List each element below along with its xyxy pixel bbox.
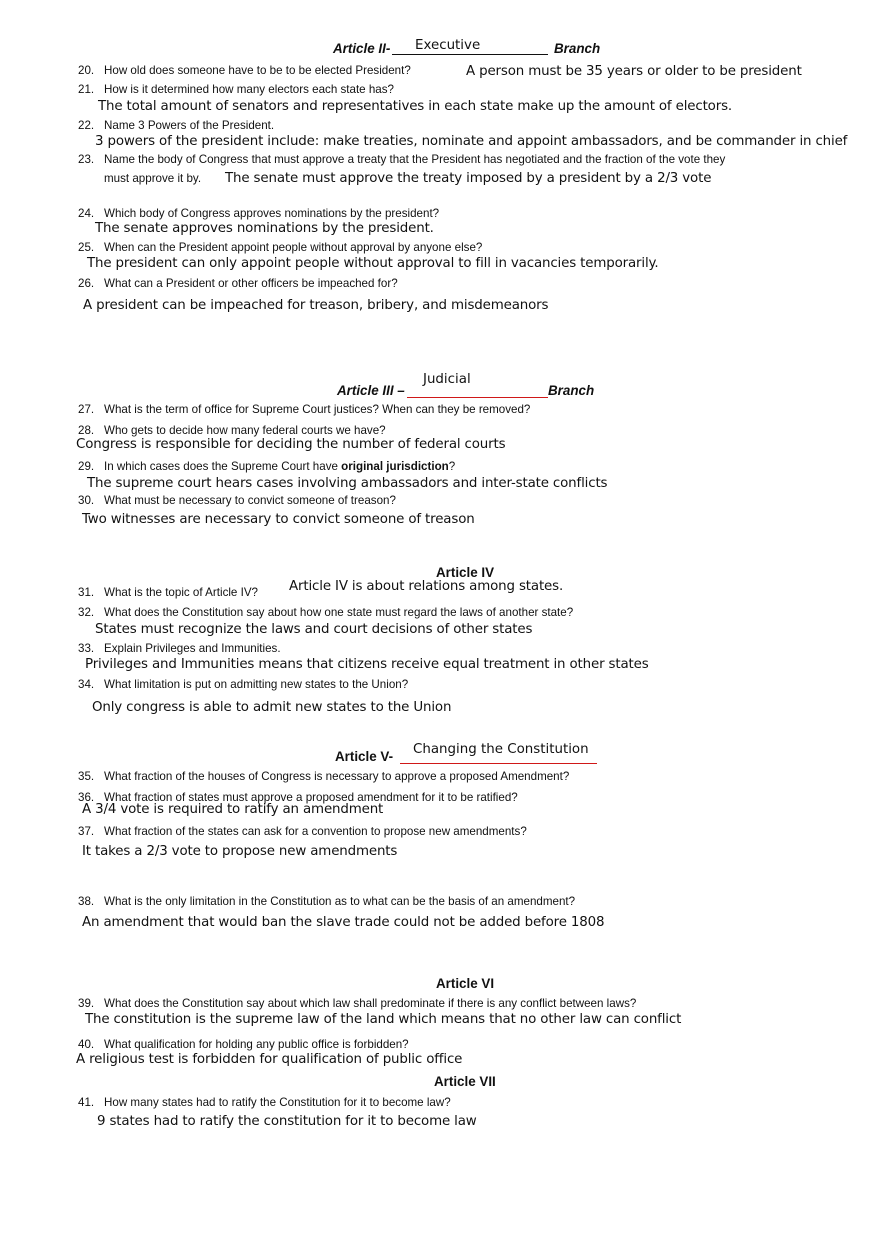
article-2-fill: Executive xyxy=(415,38,481,53)
answer-26: A president can be impeached for treason, bribery, and misdemeanors xyxy=(83,298,549,313)
article-2-branch: Branch xyxy=(554,41,601,56)
answer-29: The supreme court hears cases involving ambassadors and inter-state conflicts xyxy=(87,476,608,491)
question-25: 25. When can the President appoint people without approval by anyone else? xyxy=(78,241,483,254)
article-7-heading: Article VII xyxy=(434,1074,496,1089)
answer-30: Two witnesses are necessary to convict someone of treason xyxy=(82,512,475,527)
question-24: 24. Which body of Congress approves nominations by the president? xyxy=(78,207,440,220)
question-23: 23. Name the body of Congress that must approve a treaty that the President has negotiated and the fraction of the vote they xyxy=(78,153,726,166)
answer-39: The constitution is the supreme law of the land which means that no other law can conflict xyxy=(85,1012,682,1027)
article-4-heading: Article IV xyxy=(436,565,495,580)
article-3-blank xyxy=(407,397,548,398)
question-35: 35. What fraction of the houses of Congress is necessary to approve a proposed Amendment? xyxy=(78,770,570,783)
article-2-blank xyxy=(392,54,548,55)
question-37: 37. What fraction of the states can ask for a convention to propose new amendments? xyxy=(78,825,527,838)
question-33: 33. Explain Privileges and Immunities. xyxy=(78,642,281,655)
article-3-fill: Judicial xyxy=(423,372,471,387)
question-21: 21. How is it determined how many electors each state has? xyxy=(78,83,394,96)
answer-23: The senate must approve the treaty imposed by a president by a 2/3 vote xyxy=(225,171,712,186)
answer-20: A person must be 35 years or older to be president xyxy=(466,64,802,79)
answer-31: Article IV is about relations among states. xyxy=(289,579,564,594)
answer-41: 9 states had to ratify the constitution for it to become law xyxy=(97,1114,477,1129)
question-23-continued: must approve it by. xyxy=(104,172,202,185)
question-29: 29. In which cases does the Supreme Court have original jurisdiction? xyxy=(78,460,456,473)
question-20: 20. How old does someone have to be to be elected President? xyxy=(78,64,411,77)
answer-33: Privileges and Immunities means that citizens receive equal treatment in other states xyxy=(85,657,649,672)
question-30: 30. What must be necessary to convict someone of treason? xyxy=(78,494,396,507)
question-26: 26. What can a President or other officers be impeached for? xyxy=(78,277,398,290)
question-38: 38. What is the only limitation in the Constitution as to what can be the basis of an amendment? xyxy=(78,895,576,908)
article-5-blank xyxy=(400,763,597,764)
question-28: 28. Who gets to decide how many federal courts we have? xyxy=(78,424,386,437)
question-36: 36. What fraction of states must approve a proposed amendment for it to be ratified? xyxy=(78,791,518,804)
answer-36: A 3/4 vote is required to ratify an amendment xyxy=(82,802,384,817)
question-34: 34. What limitation is put on admitting new states to the Union? xyxy=(78,678,409,691)
answer-22: 3 powers of the president include: make treaties, nominate and appoint ambassadors, and be commander in chief xyxy=(95,134,848,149)
question-22: 22. Name 3 Powers of the President. xyxy=(78,119,275,132)
original-jurisdiction-term: original jurisdiction xyxy=(341,460,449,473)
answer-25: The president can only appoint people without approval to fill in vacancies temporarily. xyxy=(87,256,659,271)
article-3-heading: Article III – xyxy=(337,383,405,398)
answer-34: Only congress is able to admit new states to the Union xyxy=(92,700,452,715)
answer-24: The senate approves nominations by the president. xyxy=(95,221,434,236)
answer-40: A religious test is forbidden for qualification of public office xyxy=(76,1052,463,1067)
article-5-fill: Changing the Constitution xyxy=(413,742,589,757)
answer-38: An amendment that would ban the slave trade could not be added before 1808 xyxy=(82,915,605,930)
question-41: 41. How many states had to ratify the Constitution for it to become law? xyxy=(78,1096,451,1109)
article-3-branch: Branch xyxy=(548,383,595,398)
question-32: 32. What does the Constitution say about how one state must regard the laws of another state? xyxy=(78,606,574,619)
question-27: 27. What is the term of office for Supreme Court justices? When can they be removed? xyxy=(78,403,531,416)
answer-21: The total amount of senators and representatives in each state make up the amount of electors. xyxy=(98,99,732,114)
answer-37: It takes a 2/3 vote to propose new amendments xyxy=(82,844,398,859)
question-40: 40. What qualification for holding any public office is forbidden? xyxy=(78,1038,409,1051)
question-39: 39. What does the Constitution say about which law shall predominate if there is any conflict between laws? xyxy=(78,997,637,1010)
question-31: 31. What is the topic of Article IV? xyxy=(78,586,259,599)
answer-28: Congress is responsible for deciding the number of federal courts xyxy=(76,437,506,452)
article-5-heading: Article V- xyxy=(335,749,394,764)
article-2-heading: Article II- xyxy=(333,41,391,56)
answer-32: States must recognize the laws and court decisions of other states xyxy=(95,622,533,637)
article-6-heading: Article VI xyxy=(436,976,495,991)
